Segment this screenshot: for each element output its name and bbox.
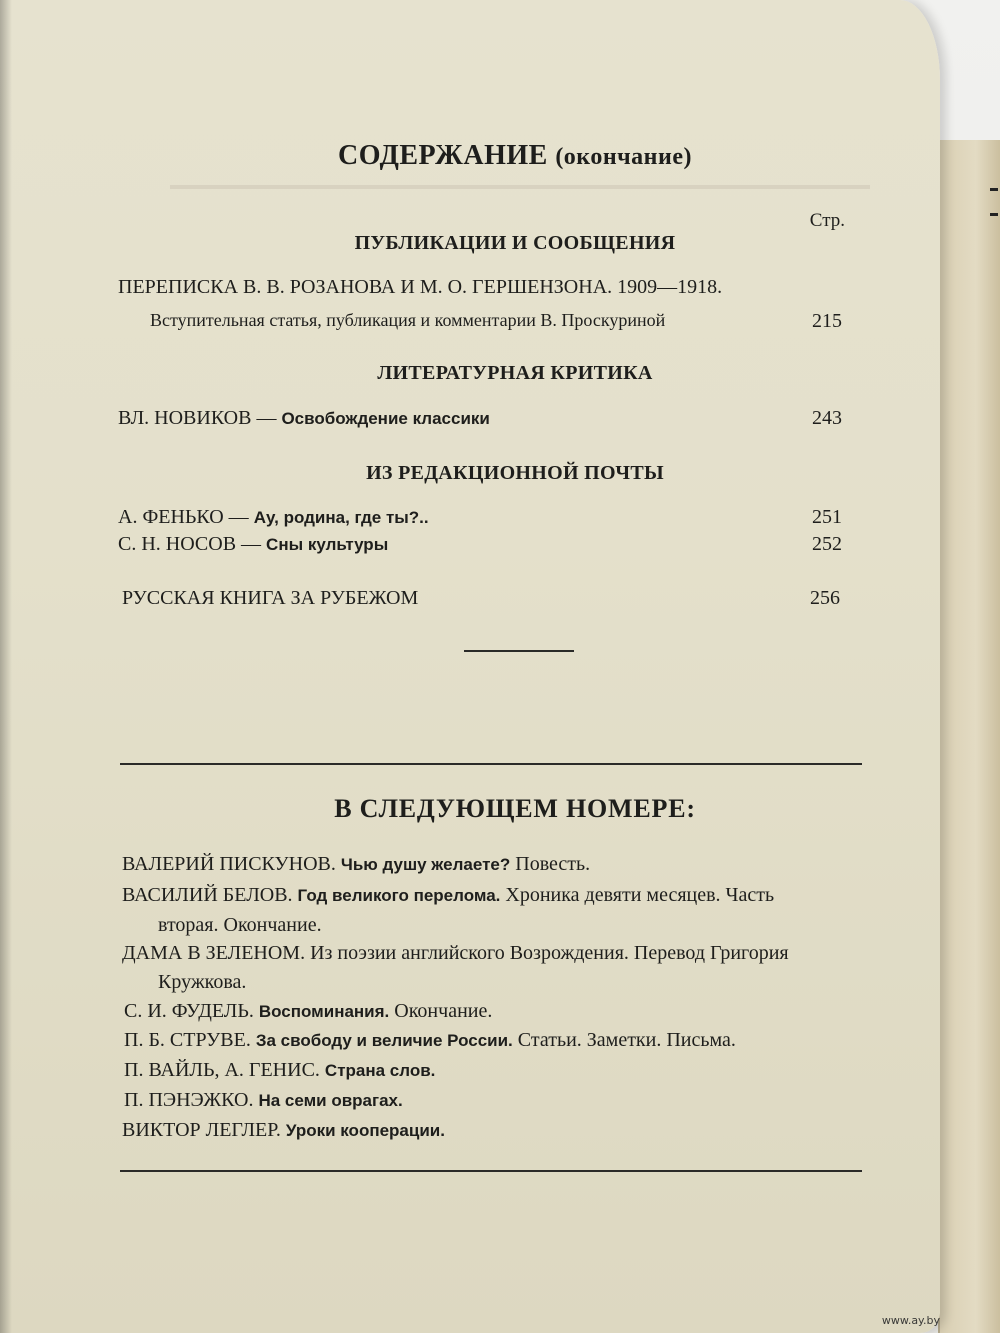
next-item-cont: Кружкова. bbox=[158, 971, 247, 993]
next-item-author: П. ВАЙЛЬ, А. ГЕНИС. bbox=[124, 1059, 320, 1081]
toc-entry-fenko bbox=[118, 506, 842, 529]
next-item-rest: Статьи. Заметки. Письма. bbox=[517, 1029, 736, 1051]
toc-entry-correspondence bbox=[118, 276, 850, 299]
toc-entry-title: Ау, родина, где ты?.. bbox=[253, 508, 429, 527]
next-item-title: Страна слов. bbox=[324, 1061, 436, 1080]
next-issue-item bbox=[124, 1000, 862, 1023]
toc-entry-author: С. Н. НОСОВ — bbox=[118, 533, 262, 555]
right-page-edge bbox=[938, 140, 1000, 1333]
next-issue-heading: В СЛЕДУЮЩЕМ НОМЕРЕ: bbox=[334, 794, 696, 823]
toc-entry-title: ПЕРЕПИСКА В. В. РОЗАНОВА И М. О. ГЕРШЕНЗОНА. 1909—1918. bbox=[118, 276, 723, 298]
next-issue-item bbox=[122, 884, 862, 907]
toc-entry-author: ВЛ. НОВИКОВ — bbox=[118, 407, 277, 429]
next-issue-item bbox=[124, 1059, 862, 1082]
next-item-author: С. И. ФУДЕЛЬ. bbox=[124, 1000, 254, 1022]
toc-page-number: 256 bbox=[810, 587, 840, 609]
divider-rule-top bbox=[120, 763, 862, 765]
next-item-title: За свободу и величие России. bbox=[255, 1031, 513, 1050]
next-item-author: П. ПЭНЭЖКО. bbox=[124, 1089, 254, 1111]
next-issue-item-continuation bbox=[158, 971, 862, 994]
toc-page-number: 243 bbox=[812, 407, 842, 429]
next-issue-item bbox=[122, 853, 862, 876]
next-item-author: ВАСИЛИЙ БЕЛОВ. bbox=[122, 884, 293, 906]
right-page-mark bbox=[990, 188, 998, 216]
next-issue-item bbox=[122, 942, 862, 965]
toc-entry-nosov bbox=[118, 533, 842, 556]
toc-entry-desc: Вступительная статья, публикация и комментарии В. Проскуриной bbox=[150, 310, 666, 330]
next-issue-item bbox=[122, 1119, 862, 1142]
title-text: СОДЕРЖАНИЕ bbox=[338, 140, 548, 171]
toc-entry-novikov bbox=[118, 407, 842, 430]
page-gutter-shadow bbox=[0, 0, 12, 1333]
toc-entry-author: А. ФЕНЬКО — bbox=[118, 506, 249, 528]
next-item-title: Чью душу желаете? bbox=[340, 855, 511, 874]
next-item-rest: Окончание. bbox=[394, 1000, 493, 1022]
next-item-title: Воспоминания. bbox=[258, 1002, 390, 1021]
next-item-title: На семи оврагах. bbox=[258, 1091, 403, 1110]
next-issue-item bbox=[124, 1089, 862, 1112]
next-item-rest: Из поэзии английского Возрождения. Перевод Григория bbox=[310, 942, 789, 964]
next-issue-item-continuation bbox=[158, 914, 862, 937]
section-heading-publications: ПУБЛИКАЦИИ И СООБЩЕНИЯ bbox=[354, 232, 676, 254]
next-item-title: Год великого перелома. bbox=[297, 886, 501, 905]
toc-entry-title: Сны культуры bbox=[266, 535, 389, 554]
section-heading-mail: ИЗ РЕДАКЦИОННОЙ ПОЧТЫ bbox=[366, 462, 664, 484]
toc-page-number: 215 bbox=[812, 310, 842, 332]
next-item-title: Уроки кооперации. bbox=[285, 1121, 445, 1140]
toc-page-number: 251 bbox=[812, 506, 842, 528]
page-title bbox=[0, 140, 1000, 172]
divider-rule-bottom bbox=[120, 1170, 862, 1172]
section-heading-criticism: ЛИТЕРАТУРНАЯ КРИТИКА bbox=[377, 362, 653, 384]
next-item-author: ВАЛЕРИЙ ПИСКУНОВ. bbox=[122, 853, 336, 875]
toc-entry-title: РУССКАЯ КНИГА ЗА РУБЕЖОМ bbox=[122, 587, 419, 609]
title-subtitle: (окончание) bbox=[555, 144, 692, 170]
page-column-label: Стр. bbox=[809, 210, 845, 231]
next-item-rest: Хроника девяти месяцев. Часть bbox=[505, 884, 775, 906]
next-item-author: ДАМА В ЗЕЛЕНОМ. bbox=[122, 942, 306, 964]
next-issue-item bbox=[124, 1029, 862, 1052]
toc-entry-correspondence-desc bbox=[150, 310, 842, 331]
toc-page-number: 252 bbox=[812, 533, 842, 555]
next-item-cont: вторая. Окончание. bbox=[158, 914, 322, 936]
watermark: www.ay.by bbox=[881, 1314, 940, 1327]
next-item-author: П. Б. СТРУВЕ. bbox=[124, 1029, 251, 1051]
toc-entry-abroad bbox=[122, 587, 840, 610]
next-item-author: ВИКТОР ЛЕГЛЕР. bbox=[122, 1119, 281, 1141]
section-divider-short bbox=[464, 650, 574, 652]
next-item-rest: Повесть. bbox=[515, 853, 591, 875]
toc-entry-title: Освобождение классики bbox=[281, 409, 490, 428]
